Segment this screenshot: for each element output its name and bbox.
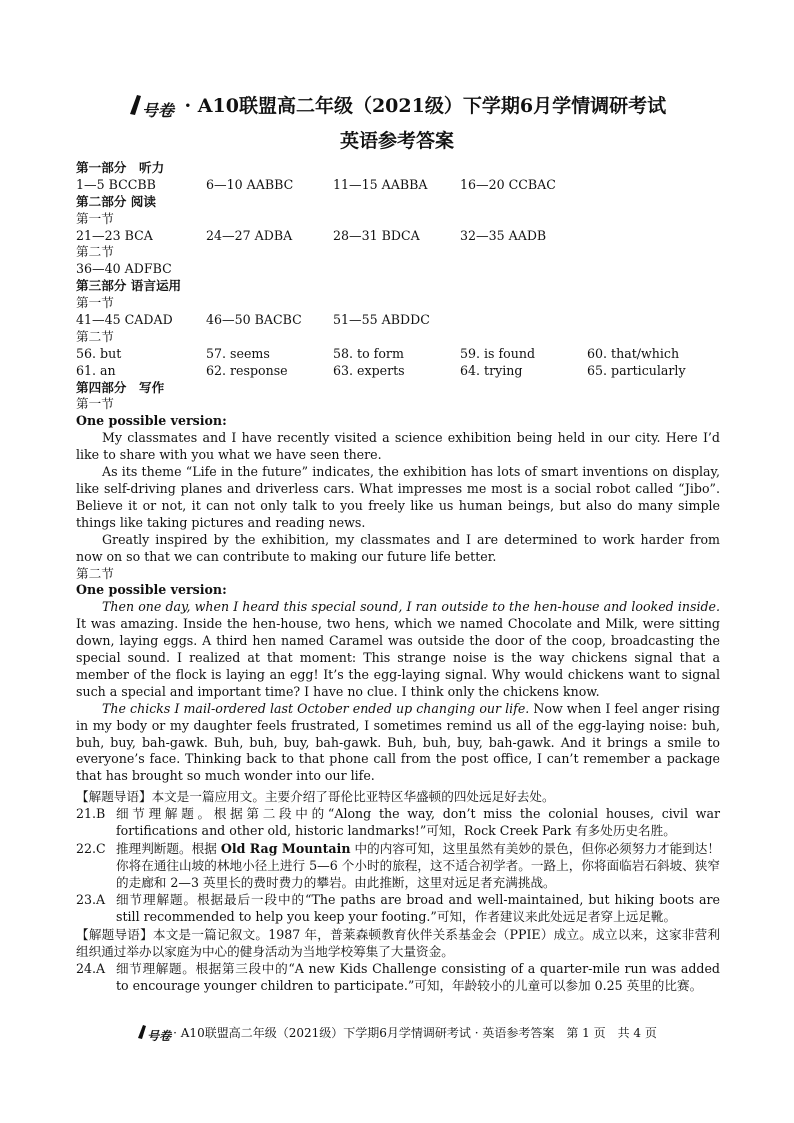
explanations-section — [76, 788, 720, 994]
fill-answer: 60. that/which — [587, 345, 680, 361]
answer-group: 11—15 AABBA — [333, 176, 428, 192]
title-text: A10联盟高二年级（2021级）下学期6月学情调研考试 — [197, 95, 667, 117]
section-label: 第一节 — [76, 210, 114, 226]
part1-answers — [76, 177, 720, 194]
explanation-text — [116, 840, 720, 892]
explanation-item — [76, 891, 720, 925]
explanation-text: 细节理解题。根据最后一段中的“The paths are broad and well-maintained, but hiking boots are still recommended to help you keep your footing.”可知，作者建议来此处远足者穿上远足靴。 — [116, 892, 720, 925]
essay-paragraph: As its theme “Life in the future” indicates, the exhibition has lots of smart inventions on display, like self-driving planes and driverless cars. What impresses me most is a social robot called “Jibo”. Believe it or not, it can not only talk to you freely like us human beings, but also do many simple things like taking pictures and reading news. — [76, 464, 720, 530]
essay-paragraph: Greatly inspired by the exhibition, my classmates and I are determined to work harder from now on so that we can contribute to making our future life better. — [76, 531, 720, 564]
document-header — [76, 92, 718, 155]
fill-answer: 57. seems — [206, 345, 270, 361]
part2-heading: 第二部分 阅读 — [76, 193, 156, 209]
explanation-item — [76, 960, 720, 994]
given-sentence: Then one day, when I heard this special sound, I ran outside to the hen-house and looked inside. — [102, 599, 720, 615]
part2-answers — [76, 228, 720, 245]
fill-answer: 56. but — [76, 345, 122, 361]
part3-answers — [76, 312, 720, 329]
fill-answer: 64. trying — [460, 362, 523, 378]
answer-group: 16—20 CCBAC — [460, 176, 556, 192]
question-number: 22.C — [76, 840, 106, 856]
question-number: 24.A — [76, 961, 106, 977]
answer-group: 51—55 ABDDC — [333, 312, 430, 328]
version-label: One possible version: — [76, 413, 227, 429]
answer-group: 36—40 ADFBC — [76, 261, 172, 277]
essay-paragraph — [76, 599, 720, 700]
fill-answer: 61. an — [76, 362, 116, 378]
guide-note: 【解题导语】本文是一篇记叙文。1987 年，普莱森顿教育伙伴关系基金会（PPIE）成立。成立以来，这家非营利组织通过举办以家庭为中心的健身活动为当地学校筹集了大量资金。 — [76, 926, 720, 959]
given-sentence: The chicks I mail-ordered last October ended up changing our life. — [102, 700, 530, 716]
page-footer — [0, 1024, 794, 1044]
guide-note: 【解题导语】本文是一篇应用文。主要介绍了哥伦比亚特区华盛顿的四处远足好去处。 — [76, 789, 555, 804]
fill-answer: 62. response — [206, 362, 288, 378]
part1-heading: 第一部分 听力 — [76, 160, 165, 175]
answer-group: 41—45 CADAD — [76, 312, 173, 328]
version-label: One possible version: — [76, 582, 227, 598]
essay-text: Now when I feel anger rising in my body or my daughter feels frustrated, I sometimes remind us all of the egg-laying noise: buh, buh, buy, bah-gawk. Buh, buh, buy, bah-gawk. Buh, buh, buy, bah-gawk. And it brings a smile to everyone’s face. Thinking back to that phone call from the post office, I can’t remember a package that has brought so much wonder into our life. — [76, 700, 720, 784]
fill-answer: 58. to form — [333, 345, 404, 361]
explanation-text: 细节理解题。根据第三段中的“A new Kids Challenge consisting of a quarter-mile run was added to encourage younger children to participate.”可知，年龄较小的儿童可以参加 0.25 英里的比赛。 — [116, 961, 720, 994]
section-label: 第二节 — [76, 565, 114, 581]
fill-answers-row — [76, 363, 720, 380]
answer-group: 32—35 AADB — [460, 227, 547, 243]
explanation-text-part: 推理判断题。根据 — [116, 840, 221, 856]
logo: 号卷 — [128, 94, 174, 125]
answer-group: 28—31 BDCA — [333, 227, 420, 243]
answer-group: 1—5 BCCBB — [76, 176, 156, 192]
document-subtitle: 英语参考答案 — [339, 130, 454, 152]
fill-answers-row — [76, 346, 720, 363]
essay-text: It was amazing. Inside the hen-house, two hens, which we named Chocolate and Milk, were sitting down, laying eggs. A third hen named Caramel was outside the door of the coop, broadcasting the special sound. I realized at that moment: This strange noise is the way chickens signal that a member of the flock is laying an egg! It’s the egg-laying signal. Why would chickens want to signal such a special and important time? I have no clue. I think only the chickens know. — [76, 616, 720, 699]
brush-mark-icon — [137, 1024, 147, 1040]
document-title: 号卷 · A10联盟高二年级（2021级）下学期6月学情调研考试 — [76, 92, 718, 125]
answers-section — [76, 160, 720, 785]
section-label: 第一节 — [76, 396, 114, 412]
fill-answer: 59. is found — [460, 345, 536, 361]
footer-text: · A10联盟高二年级（2021级）下学期6月学情调研考试 · 英语参考答案 第 1 页 共 4 页 — [173, 1026, 657, 1040]
brush-mark-icon — [128, 94, 142, 116]
section-label: 第二节 — [76, 244, 114, 260]
essay-paragraph — [76, 701, 720, 786]
section-label: 第一节 — [76, 295, 114, 311]
footer-logo: 号卷 — [137, 1024, 171, 1044]
question-number: 23.A — [76, 892, 106, 908]
part3-heading: 第三部分 语言运用 — [76, 278, 182, 294]
place-name: Old Rag Mountain — [220, 840, 351, 856]
answer-group: 21—23 BCA — [76, 227, 153, 243]
answer-group: 24—27 ADBA — [206, 227, 293, 243]
explanation-item — [76, 805, 720, 839]
explanation-text: 细节理解题。根据第二段中的“Along the way, don’t miss the colonial houses, civil war fortifications and other old, historic landmarks!”可知，Rock Creek Park 有多处历史名胜。 — [116, 806, 720, 839]
explanation-item — [76, 840, 720, 892]
essay-paragraph: My classmates and I have recently visited a science exhibition being held in our city. Here I’d like to share with you what we have seen there. — [76, 430, 720, 463]
section-label: 第二节 — [76, 328, 114, 344]
explanation-text-part: 中的内容可知，这里虽然有美妙的景色，但你必须努力才能到达！你将在通往山坡的林地小径上进行 5—6 个小时的旅程，这不适合初学者。一路上，你将面临岩石斜坡、狭窄的走廊和 2—3 英里长的费时费力的攀岩。由此推断，这里对远足者充满挑战。 — [116, 840, 720, 891]
fill-answer: 63. experts — [333, 362, 405, 378]
answer-group: 46—50 BACBC — [206, 312, 302, 328]
answer-group: 6—10 AABBC — [206, 176, 294, 192]
question-number: 21.B — [76, 806, 106, 822]
part4-heading: 第四部分 写作 — [76, 379, 165, 395]
fill-answer: 65. particularly — [587, 362, 686, 378]
